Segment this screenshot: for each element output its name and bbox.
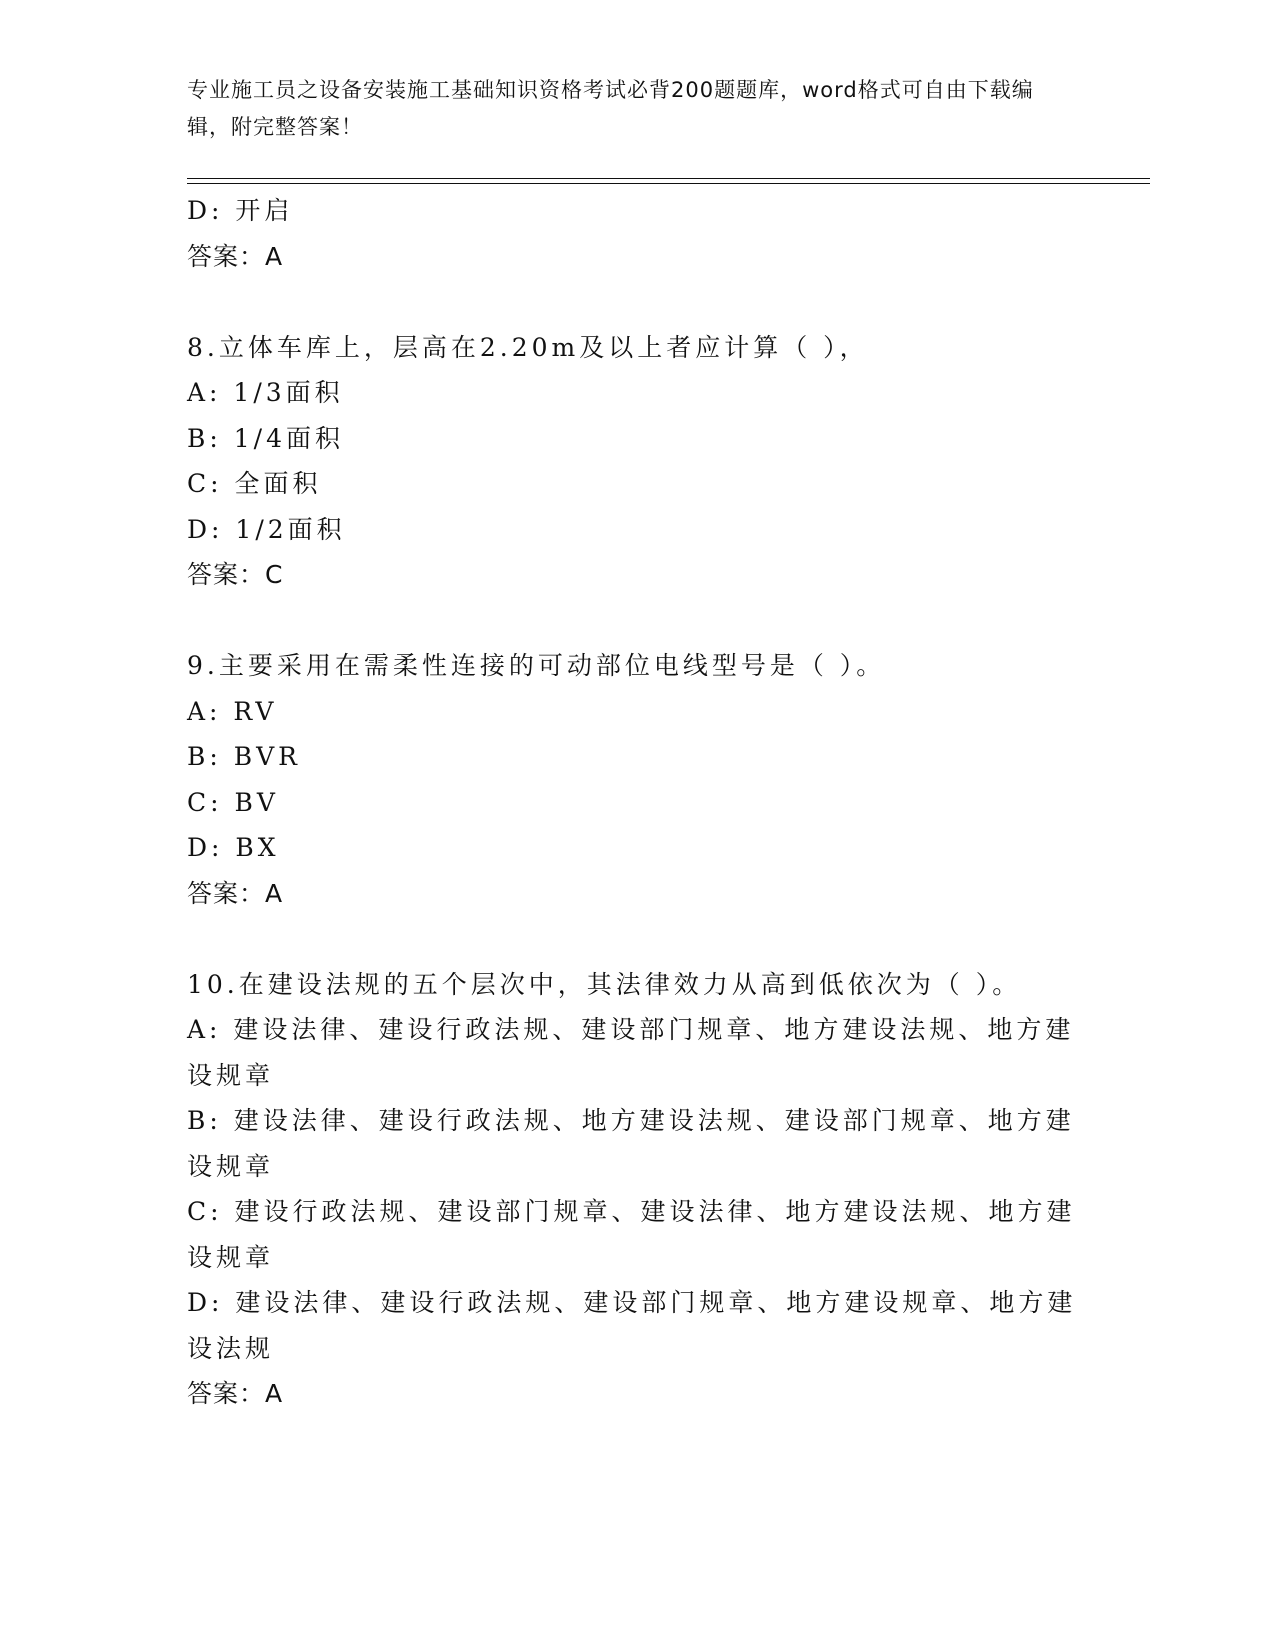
q9-option-b: B: BVR (187, 742, 301, 771)
q10-option-d: D: 建设法律、建设行政法规、建设部门规章、地方建设规章、地方建设法规 (187, 1288, 1077, 1363)
q9-stem: 9.主要采用在需柔性连接的可动部位电线型号是（ ）。 (187, 651, 886, 680)
prev-option-d: D: 开启 (187, 196, 294, 225)
q9-option-d: D: BX (187, 833, 280, 862)
q10-option-a: A: 建设法律、建设行政法规、建设部门规章、地方建设法规、地方建设规章 (187, 1015, 1075, 1090)
q8-option-c: C: 全面积 (187, 469, 322, 498)
header-rule-bottom (187, 183, 1150, 184)
q9-option-a: A: RV (187, 696, 278, 726)
q8-option-b: B: 1/4面积 (187, 423, 344, 453)
q8-stem: 8.立体车库上，层高在2.20m及以上者应计算（ ）， (187, 332, 869, 362)
q10-option-b: B: 建设法律、建设行政法规、地方建设法规、建设部门规章、地方建设规章 (187, 1106, 1075, 1181)
q10-answer: 答案：A (187, 1379, 284, 1408)
q9-answer: 答案：A (187, 878, 284, 908)
question-content (187, 188, 1087, 1417)
header-rule-top (187, 178, 1150, 179)
q10-stem: 10.在建设法规的五个层次中，其法律效力从高到低依次为（ ）。 (187, 969, 1022, 999)
q8-option-d: D: 1/2面积 (187, 514, 346, 544)
q8-option-a: A: 1/3面积 (187, 378, 344, 407)
prev-answer: 答案：A (187, 241, 284, 271)
q8-answer: 答案：C (187, 560, 284, 589)
q9-option-c: C: BV (187, 787, 279, 817)
document-header: 专业施工员之设备安装施工基础知识资格考试必背200题题库，word格式可自由下载编辑，附完整答案！ (187, 78, 1034, 139)
q10-option-c: C: 建设行政法规、建设部门规章、建设法律、地方建设法规、地方建设规章 (187, 1197, 1076, 1272)
